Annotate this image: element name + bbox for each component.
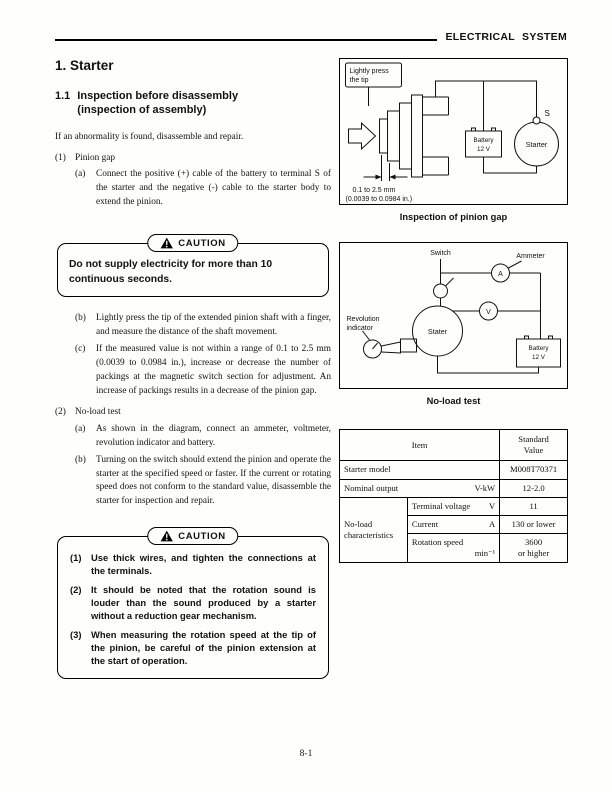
section-title-line2: (inspection of assembly) <box>77 104 207 117</box>
warning-icon <box>160 237 173 249</box>
table-row-starter-model <box>340 461 568 479</box>
label-dimension-mm: 0.1 to 2.5 mm <box>352 187 396 194</box>
label-lightly-press-line1: Lightly press <box>349 68 389 75</box>
cell-value <box>500 534 568 563</box>
sub-item-1c <box>75 343 331 399</box>
figure1-caption: Inspection of pinion gap <box>399 212 508 222</box>
sub-item-text: If the measured value is not within a range of 0.1 to 2.5 mm (0.0039 to 0.0984 in.), increase or decrease the number of packings at the magnetic switch section for adjustment. An increase of packings results in a decrease of the pinion gap. <box>96 344 331 396</box>
sub-item-label: (b) <box>75 313 86 324</box>
item-unit: V <box>488 500 496 511</box>
figure-column <box>339 58 568 563</box>
pinion-gap-diagram <box>340 59 567 204</box>
sub-item-label: (a) <box>75 169 86 180</box>
value-line1: 3600 <box>524 537 543 548</box>
cell-value: 130 or lower <box>500 515 568 533</box>
sub-item-label: (c) <box>75 344 86 354</box>
caution-item-number: (1) <box>70 552 82 564</box>
sub-item-2b <box>75 454 331 510</box>
caution-box-2 <box>57 530 329 679</box>
caution-box-1 <box>57 237 329 297</box>
label-battery: Battery <box>528 345 549 352</box>
figure-no-load-test <box>339 242 568 389</box>
section-heading <box>55 89 331 118</box>
caution-item-text: It should be noted that the rotation sound is louder than the sound produced by a starter without a reduction gear mechanism. <box>91 584 316 622</box>
header-title: ELECTRICAL SYSTEM <box>445 31 567 43</box>
cell-group-no-load <box>340 497 408 563</box>
header-rule <box>55 39 437 41</box>
col-header-item: Item <box>340 430 500 461</box>
item-label: Nominal output <box>344 482 399 493</box>
table-header-row <box>340 430 568 461</box>
caution-item-text: When measuring the rotation speed at the tip of the pinion, be careful of the pinion extension at the start of operation. <box>91 629 316 667</box>
label-voltmeter-symbol: V <box>486 309 491 316</box>
list-item-pinion-gap <box>55 152 331 166</box>
item-unit: A <box>488 518 496 529</box>
caution-label: CAUTION <box>178 530 226 542</box>
section-title <box>77 89 238 118</box>
chapter-title: 1. Starter <box>55 58 114 73</box>
sub-item-1b <box>75 312 331 340</box>
section-title-line1: Inspection before disassembly <box>77 90 239 102</box>
list-number: (2) <box>55 406 66 417</box>
sub-item-text: As shown in the diagram, connect an ammeter, voltmeter, revolution indicator and battery. <box>96 423 331 448</box>
header-value-line2: Value <box>523 445 544 456</box>
caution-item-1 <box>70 552 316 578</box>
caution-item-number: (2) <box>70 584 82 596</box>
label-battery: Battery <box>473 137 494 144</box>
label-battery-voltage: 12 V <box>532 354 545 361</box>
group-line1: No-load <box>344 518 373 529</box>
no-load-test-diagram <box>340 243 567 388</box>
cell-item <box>340 479 500 497</box>
sub-item-text: Connect the positive (+) cable of the battery to terminal S of the starter and the negative (-) cable to the starter body to extend the pinion. <box>96 169 331 208</box>
item-label: Rotation speed <box>411 537 464 548</box>
label-dimension-in: (0.0039 to 0.0984 in.) <box>345 196 413 203</box>
cell-value: M008T70371 <box>500 461 568 479</box>
cell-value: 12-2.0 <box>500 479 568 497</box>
caution-label: CAUTION <box>178 237 226 249</box>
caution-item-number: (3) <box>70 629 82 641</box>
sub-item-text: Lightly press the tip of the extended pinion shaft with a finger, and measure the distance of the shaft movement. <box>96 313 331 338</box>
section-number: 1.1 <box>55 90 71 102</box>
cell-item: Starter model <box>340 461 500 479</box>
page-header <box>55 31 567 43</box>
label-switch: Switch <box>430 250 451 257</box>
list-item-no-load-test <box>55 406 331 420</box>
cell-value: 11 <box>500 497 568 515</box>
item-unit: V-kW <box>474 482 496 493</box>
label-ammeter: Ammeter <box>516 253 545 260</box>
page-number: 8-1 <box>299 749 313 759</box>
sub-item-label: (b) <box>75 454 86 465</box>
spec-table <box>339 429 568 563</box>
sub-item-label: (a) <box>75 423 86 434</box>
item-label: Current <box>411 518 439 529</box>
item-label: Terminal voltage <box>411 500 471 511</box>
item-unit: min⁻¹ <box>474 548 496 559</box>
label-revolution: Revolution <box>346 316 380 323</box>
cell-item <box>407 497 499 515</box>
caution-item-3 <box>70 629 316 668</box>
figure-pinion-gap <box>339 58 568 205</box>
table-row-nominal-output <box>340 479 568 497</box>
figure2-caption: No-load test <box>426 396 481 406</box>
caution-list <box>70 552 316 668</box>
label-ammeter-symbol: A <box>498 271 503 278</box>
label-stater: Stater <box>427 327 448 336</box>
warning-icon <box>160 530 173 542</box>
group-line2: characteristics <box>344 530 394 541</box>
sub-item-2a <box>75 423 331 451</box>
caution-item-2 <box>70 584 316 623</box>
label-starter: Starter <box>525 140 548 149</box>
sub-item-1a <box>75 168 331 210</box>
cell-item <box>407 515 499 533</box>
list-number: (1) <box>55 152 66 163</box>
header-value-line1: Standard <box>518 434 549 444</box>
list-title: No-load test <box>75 406 121 417</box>
value-line2: or higher <box>517 548 550 559</box>
label-battery-voltage: 12 V <box>477 146 490 153</box>
label-lightly-press-line2: the tip <box>349 77 369 84</box>
caution-item-text: Use thick wires, and tighten the connections at the terminals. <box>91 552 316 577</box>
col-header-standard-value <box>500 430 568 461</box>
text-column <box>55 52 331 679</box>
page-footer <box>0 749 612 759</box>
label-indicator: indicator <box>346 325 373 332</box>
list-title: Pinion gap <box>75 152 116 163</box>
label-terminal-s: S <box>544 109 550 118</box>
table-row-terminal-voltage <box>340 497 568 515</box>
caution-tab <box>147 527 238 545</box>
intro-paragraph: If an abnormality is found, disassemble and repair. <box>55 131 244 142</box>
caution-tab <box>147 234 238 252</box>
sub-item-text: Turning on the switch should extend the pinion and operate the starter at the specified speed or faster. If the current or rotating speed does not conform to the standard value, disassemble the starter for inspection and repair. <box>96 454 331 507</box>
cell-item <box>407 534 499 563</box>
caution-text: Do not supply electricity for more than 10 continuous seconds. <box>69 259 273 286</box>
